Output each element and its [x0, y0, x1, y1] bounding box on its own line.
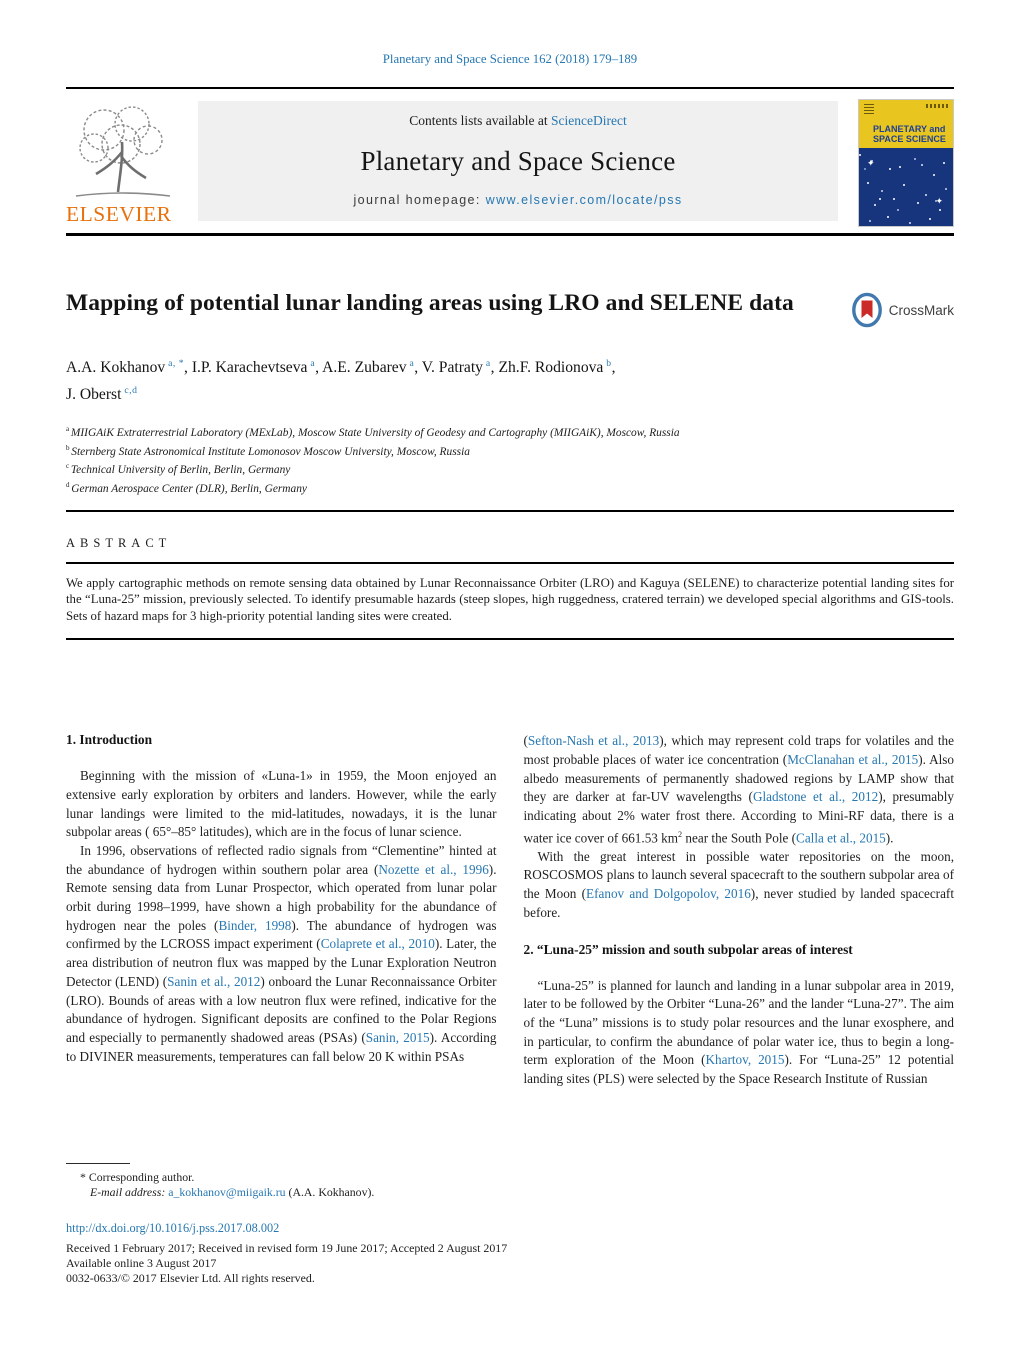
text-segment: * Corresponding author.	[80, 1169, 195, 1184]
body-paragraph	[524, 848, 955, 923]
cover-star: ✦	[935, 196, 943, 206]
affiliation-superscript[interactable]: c,d	[121, 385, 138, 397]
inline-link[interactable]: Khartov, 2015	[705, 1052, 785, 1068]
article-body	[66, 732, 954, 1089]
affiliation-line	[66, 422, 954, 440]
affiliation-superscript[interactable]: a	[307, 358, 316, 369]
text-segment: (	[523, 733, 528, 749]
text-segment: near the South Pole (	[682, 830, 797, 846]
cover-smallprint	[926, 104, 948, 108]
text-segment: , I.P. Karachevtseva	[184, 359, 308, 377]
text-segment: Contents lists available at	[409, 113, 551, 128]
text-segment: ). The abundance of hydrogen was confirmed by the LCROSS impact experiment (	[66, 917, 497, 952]
journal-banner	[198, 101, 838, 221]
doi-link[interactable]	[66, 1221, 954, 1236]
divider-rule	[66, 562, 954, 564]
text-segment: “Luna-25” is planned for launch and landing in a lunar subpolar area in 2019, later to be followed by the Orbiter “Luna-26” and the lander “Luna-27”. The aim of the “Luna” missions is to study polar resources and the lunar exosphere, and in particular, to confirm the abundance of polar water ice, thus to begin a long-term exploration of the Moon (	[523, 977, 954, 1068]
available-online: Available online 3 August 2017	[66, 1256, 217, 1270]
text-segment: c	[66, 462, 71, 471]
abstract-heading: ABSTRACT	[66, 535, 172, 550]
section-heading: 1. Introduction	[66, 732, 153, 748]
inline-link[interactable]: Sefton-Nash et al., 2013	[527, 733, 660, 749]
text-segment: ), which may represent cold traps for volatiles and the most probable places of water ice concentration (	[523, 733, 954, 767]
text-segment: ). Also albedo measurements of permanently shadowed regions by LAMP show that they are darker at far-UV wavelengths (	[523, 751, 954, 805]
publisher-logo[interactable]	[66, 95, 194, 227]
body-paragraph	[66, 842, 497, 1066]
inline-link[interactable]: Sanin et al., 2012	[167, 973, 261, 989]
text-segment: ). Later, the area distribution of neutron flux was mapped by the Lunar Exploration Neutron Detector (LEND) (	[66, 936, 497, 989]
text-segment: ), never studied by landed spacecraft before.	[523, 886, 954, 920]
section-heading: 2. “Luna-25” mission and south subpolar areas of interest	[523, 941, 853, 957]
cover-starfield	[859, 154, 861, 156]
author-line	[66, 352, 954, 379]
left-column	[66, 732, 497, 1089]
header-bottom-rule	[66, 233, 954, 236]
received-dates: Received 1 February 2017; Received in revised form 19 June 2017; Accepted 2 August 2017	[66, 1240, 508, 1255]
text-segment: A.A. Kokhanov	[66, 359, 166, 377]
elsevier-tree-icon	[66, 104, 178, 200]
body-paragraph	[524, 732, 955, 848]
text-segment: (A.A. Kokhanov).	[285, 1185, 375, 1200]
affiliation-superscript[interactable]: a	[406, 358, 415, 369]
text-segment: d	[66, 480, 72, 489]
right-column	[524, 732, 955, 1089]
inline-link[interactable]: McClanahan et al., 2015	[787, 751, 919, 767]
top-rule	[66, 87, 954, 89]
contents-line	[409, 113, 626, 129]
affiliation-superscript[interactable]: a	[482, 358, 491, 369]
text-segment: ,	[611, 359, 616, 377]
cover-title: PLANETARY and SPACE SCIENCE	[873, 124, 946, 144]
text-segment: ). For “Luna-25” 12 potential landing sites (PLS) were selected by the Space Research Institute of Russian	[523, 1052, 954, 1087]
divider-rule	[66, 510, 954, 512]
author-list	[66, 352, 954, 406]
body-paragraph	[66, 767, 497, 842]
affiliation-line	[66, 478, 954, 496]
text-segment: a	[66, 425, 71, 434]
elsevier-wordmark: ELSEVIER	[66, 202, 172, 226]
crossmark-icon	[851, 292, 883, 328]
journal-cover-thumbnail[interactable]	[858, 99, 954, 227]
journal-reference: Planetary and Space Science 162 (2018) 179–189	[382, 52, 638, 66]
cover-smallprint	[864, 104, 874, 114]
text-segment: ). According to DIVINER measurements, temperatures can fall below 20 K within PSAs	[66, 1030, 497, 1064]
text-segment: 2	[678, 829, 683, 839]
text-segment: Sternberg State Astronomical Institute Lomonosov Moscow University, Moscow, Russia	[71, 445, 470, 458]
affiliation-line	[66, 441, 954, 459]
text-segment: In 1996, observations of reflected radio signals from “Clementine” hinted at the abundance of hydrogen within southern polar area (	[66, 842, 497, 877]
affiliation-superscript[interactable]: a, *	[165, 358, 185, 369]
abstract-text: We apply cartographic methods on remote sensing data obtained by Lunar Reconnaissance Orbiter (LRO) and Kaguya (SELENE) to characterize potential landing sites for the “Luna-25” mission, previously selected. To identify presumable hazards (steep slopes, high ruggedness, cratered terrain) we developed special algorithms and GIS-tools. Sets of hazard maps for 3 high-priority potential landing sites were created.	[66, 575, 954, 623]
inline-link[interactable]: Binder, 1998	[218, 917, 292, 933]
inline-link[interactable]: Nozette et al., 1996	[378, 861, 489, 877]
inline-link[interactable]: http://dx.doi.org/10.1016/j.pss.2017.08.002	[66, 1220, 280, 1235]
crossmark-label: CrossMark	[888, 302, 954, 318]
text-segment: With the great interest in possible water repositories on the moon, ROSCOSMOS plans to launch several spacecraft to the southern subpolar area of the Moon (	[523, 848, 954, 902]
affiliation-line	[66, 459, 954, 477]
inline-link[interactable]: Efanov and Dolgopolov, 2016	[586, 886, 751, 902]
crossmark-badge[interactable]	[834, 292, 954, 328]
text-segment: ). Remote sensing data from Lunar Prospector, which operated from lunar polar orbit during 1998–1999, have shown a high probability for the abundance of hydrogen near the poles (	[66, 861, 497, 933]
footnote-rule	[66, 1163, 130, 1164]
article-title: Mapping of potential lunar landing areas using LRO and SELENE data	[66, 290, 794, 316]
text-segment: b	[66, 443, 72, 452]
text-segment: J. Oberst	[66, 386, 122, 404]
homepage-line	[353, 193, 682, 207]
author-line	[66, 379, 954, 406]
text-segment: journal homepage:	[353, 193, 486, 207]
email-line	[66, 1185, 954, 1201]
cover-star: ✦	[867, 158, 875, 168]
text-segment: Beginning with the mission of «Luna-1» in 1959, the Moon enjoyed an extensive early exploration by orbiters and landers. However, while the early lunar landings were limited to the mid-latitudes, nowadays, it is the lunar subpolar areas ( 65°–85° latitudes), which are in the focus of lunar science.	[66, 768, 497, 840]
text-segment: German Aerospace Center (DLR), Berlin, Germany	[71, 482, 307, 495]
text-segment: , V. Patraty	[414, 359, 483, 377]
text-segment: , A.E. Zubarev	[315, 359, 407, 377]
divider-rule	[66, 638, 954, 640]
text-segment: ).	[885, 830, 894, 846]
journal-header	[66, 95, 954, 227]
text-segment: E-mail address:	[90, 1185, 166, 1200]
text-segment: , Zh.F. Rodionova	[490, 359, 604, 377]
inline-link[interactable]: www.elsevier.com/locate/pss	[485, 193, 683, 207]
inline-link[interactable]: ScienceDirect	[551, 113, 627, 128]
inline-link[interactable]: Gladstone et al., 2012	[752, 789, 879, 805]
copyright-line: 0032-0633/© 2017 Elsevier Ltd. All rights reserved.	[66, 1271, 315, 1286]
text-segment: ), presumably indicating about 2% water frost there. According to Mini-RF data, there is a water ice cover of 661.53 km	[523, 789, 954, 846]
body-paragraph	[524, 977, 955, 1089]
inline-link[interactable]: Calla et al., 2015	[796, 830, 886, 846]
corresponding-author-note	[66, 1170, 954, 1186]
text-segment: ) onboard the Lunar Reconnaissance Orbiter (LRO). Bounds of areas with a low neutron flux were refined, indicative for the abundance of hydrogen. Significant deposits are confined to the Polar Regions and especially to permanently shadowed areas (PSAs) (	[66, 973, 497, 1045]
journal-title: Planetary and Space Science	[360, 145, 676, 176]
affiliations	[66, 422, 954, 496]
footnote-block	[66, 1163, 954, 1201]
publication-info	[66, 1221, 954, 1287]
text-segment: MIIGAiK Extraterrestrial Laboratory (MExLab), Moscow State University of Geodesy and Cartography (MIIGAiK), Moscow, Russia	[70, 427, 680, 440]
inline-link[interactable]: Sanin, 2015	[365, 1030, 430, 1045]
affiliation-superscript[interactable]: b	[603, 358, 612, 369]
text-segment: Technical University of Berlin, Berlin, Germany	[70, 463, 291, 476]
inline-link[interactable]: Colaprete et al., 2010	[320, 936, 435, 952]
inline-link[interactable]: a_kokhanov@miigaik.ru	[168, 1185, 286, 1200]
